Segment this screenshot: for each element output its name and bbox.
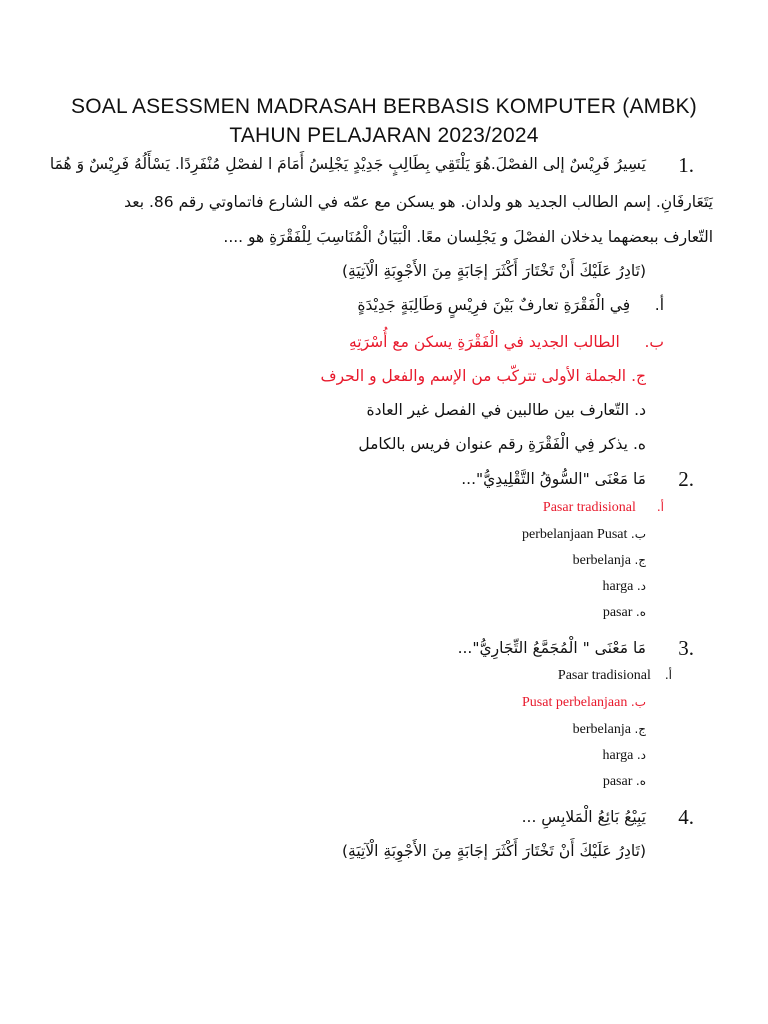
option-text: berbelanja [572,553,631,568]
option-letter: د. [636,579,646,593]
option-letter: ب. [644,333,664,351]
option-text: يذكر فِي الْفَقْرَةِ رقم عنوان فريس بالكامل [358,435,628,453]
answer-option[interactable] [602,748,646,764]
answer-option[interactable] [522,527,646,543]
answer-option-correct[interactable] [349,333,664,351]
answer-option-correct[interactable] [543,500,664,516]
question-instruction: (تَادِرُ عَلَيْكَ أَنْ تَخْتَارَ أَكْثَرَ إجَابَةٍ مِنَ الأَجْوِبَةِ الْآتِيَةِ) [341,262,646,280]
option-text: Pasar tradisional [542,500,636,515]
paragraph-line: التّعارف ببعضهما يدخلان الفصْلَ و يَجْلِسان معًا. الْبَيَانُ الْمُنَاسِبَ لِلْفَقْرَةِ هو .... [223,228,713,246]
option-letter: أ. [664,668,672,682]
answer-option[interactable] [573,722,646,738]
option-letter: ج. [634,722,646,736]
answer-option[interactable] [358,435,646,453]
option-text: التّعارف بين طالبين في الفصل غير العادة [366,401,630,419]
option-text: berbelanja [572,722,631,737]
answer-option-correct[interactable] [321,367,646,385]
question-number: 1. [678,153,694,177]
option-text: الطالب الجديد في الْفَقْرَةِ يسكن مع أُسْرَتِهِ [349,333,620,351]
answer-option[interactable] [367,401,647,419]
answer-option[interactable] [573,553,646,569]
option-text: الجملة الأولى تتركّب من الإسم والفعل و الحرف [320,367,627,385]
option-text: harga [602,579,634,594]
option-letter: ب. [630,527,646,541]
option-letter: د. [636,748,646,762]
question-number: 3. [678,636,694,660]
question-text: مَا مَعْنَى "السُّوقُ التَّقْلِيدِيُّ"... [461,470,646,488]
option-text: pasar [602,774,633,789]
option-letter: ج. [631,367,646,385]
option-letter: د. [634,401,646,419]
option-text: فِي الْفَقْرَةِ تعارفٌ بَيْنَ فرِيْسٍ وَطَالِبَةٍ جَدِيْدَةٍ [357,296,631,314]
option-text: pasar [602,605,633,620]
exam-title: SOAL ASESSMEN MADRASAH BERBASIS KOMPUTER (AMBK) [71,95,697,118]
question-number: 2. [678,467,694,491]
option-letter: ه. [635,605,646,619]
option-text: harga [602,748,634,763]
answer-option[interactable] [603,605,646,621]
answer-option-correct[interactable] [522,695,646,711]
option-letter: ج. [634,553,646,567]
paragraph-line: يَتَعَارفَانِ. إسم الطالب الجديد هو ولدان. هو يسكن مع عمّه في الشارع فاتماوتي رقم 86. بعد [124,193,713,211]
answer-option[interactable] [602,579,646,595]
option-letter: ب. [630,695,646,709]
answer-option[interactable] [558,668,672,684]
option-letter: ه. [635,774,646,788]
option-letter: أ. [656,500,664,514]
option-text: perbelanjaan Pusat [522,527,628,542]
question-text: مَا مَعْنَى " الْمُجَمَّعُ التِّجَارِيُّ"... [457,639,646,657]
option-text: Pasar tradisional [557,668,651,683]
question-number: 4. [678,805,694,829]
exam-year: TAHUN PELAJARAN 2023/2024 [229,124,539,147]
question-instruction: (تَادِرُ عَلَيْكَ أَنْ تَخْتَارَ أَكْثَرَ إجَابَةٍ مِنَ الأَجْوِبَةِ الْآتِيَةِ) [341,842,646,860]
question-text: يَبِيْعُ بَائِعُ الْمَلابِسِ ... [521,808,646,826]
option-letter: أ. [654,296,664,314]
answer-option[interactable] [357,296,664,314]
option-letter: ه. [632,435,646,453]
answer-option[interactable] [603,774,646,790]
option-text: Pusat perbelanjaan [522,695,628,710]
paragraph-line: يَسِيرُ فَرِيْسٌ إلى الفصْلَ.هُوَ يَلْتَقِي بِطَالِبٍ جَدِيْدٍ يَجْلِسُ أَمَامَ ا لفصْلِ مُنْفَرِدًا. يَسْأَلُهُ فَرِيْسٌ وَ هُمَا [49,155,646,173]
